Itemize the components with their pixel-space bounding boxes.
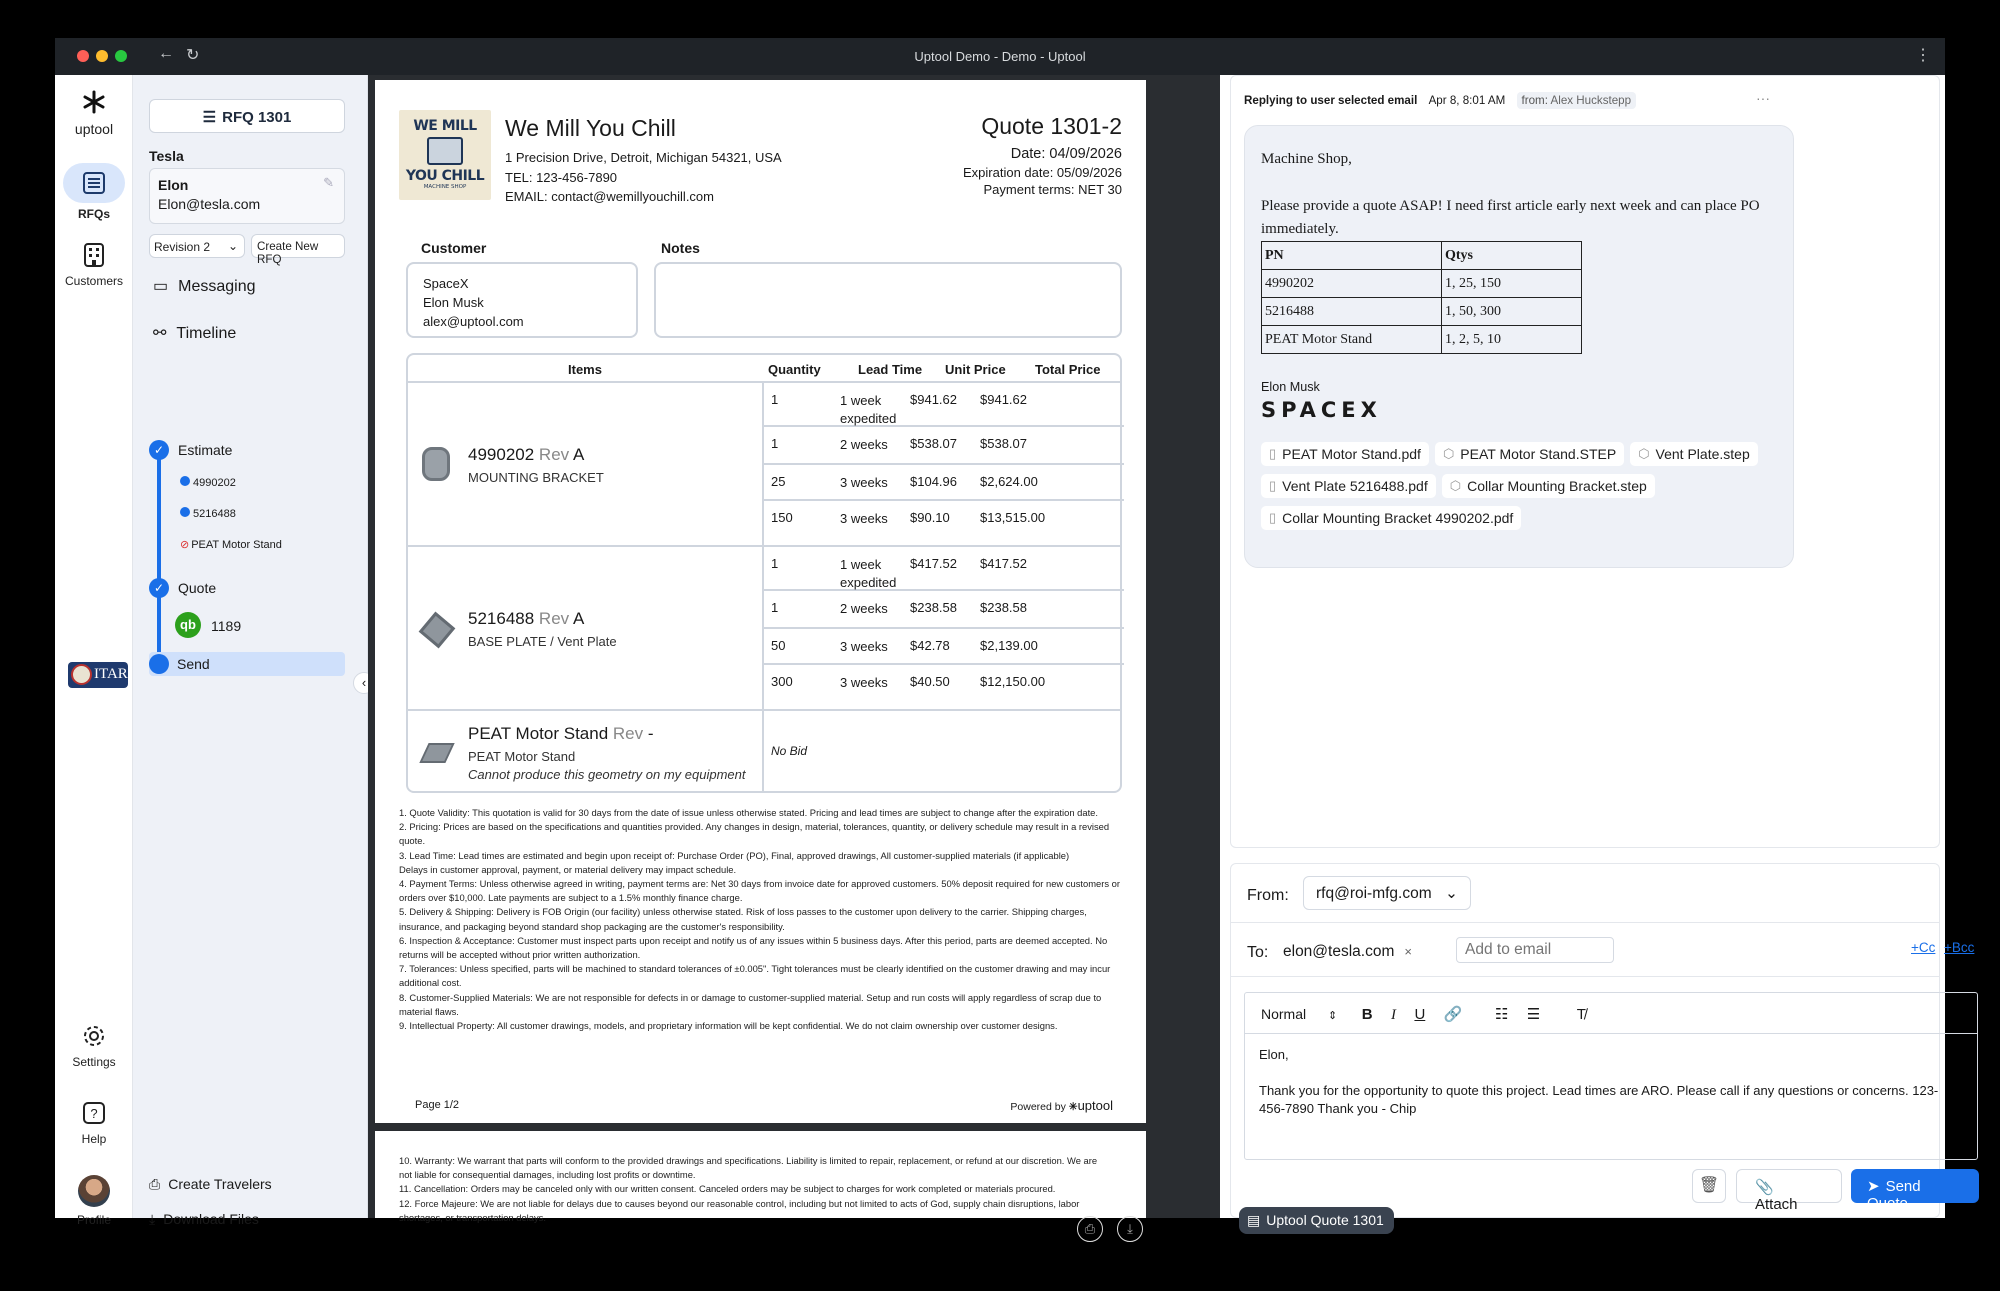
- attachment-chip[interactable]: [1261, 506, 1521, 530]
- quickbooks-icon: qb: [175, 612, 201, 638]
- bold-icon[interactable]: B: [1361, 1006, 1373, 1023]
- uptool-logo[interactable]: [55, 89, 133, 137]
- lead-time-cell: 3 weeks: [840, 675, 888, 690]
- quote-table: [406, 353, 1122, 793]
- cube-icon: ⬡: [1442, 446, 1455, 461]
- step-send-highlight[interactable]: [149, 652, 345, 676]
- trash-button[interactable]: [1692, 1169, 1726, 1203]
- quantity-cell: 50: [771, 638, 786, 653]
- svg-text:?: ?: [90, 1106, 98, 1121]
- terms-item: 6. Inspection & Acceptance: Customer must inspect parts upon receipt and notify us of any issues within 5 business days. After this period, parts are deemed accepted. No returns will be accepted without prior written authorization.: [399, 934, 1108, 961]
- paperclip-icon: 📎: [1755, 1179, 1774, 1196]
- company-name: We Mill You Chill: [505, 115, 676, 141]
- contact-name: Elon: [158, 177, 189, 193]
- clear-format-icon[interactable]: T̸: [1576, 1006, 1586, 1023]
- contact-card[interactable]: [149, 168, 345, 224]
- customer-name: Tesla: [149, 148, 184, 164]
- email-table-cell: 4990202: [1262, 270, 1442, 298]
- item-rev-value: A: [572, 609, 585, 628]
- part-label: 4990202: [193, 477, 236, 489]
- email-table-cell: PEAT Motor Stand: [1262, 326, 1442, 354]
- bcc-link[interactable]: +Bcc: [1944, 940, 1975, 955]
- quote-number: Quote 1301-2: [981, 113, 1122, 139]
- email-parts-table: [1261, 241, 1582, 354]
- notes-label: Notes: [661, 240, 700, 256]
- total-price-cell: $238.58: [980, 600, 1027, 615]
- logo-line1: WE MILL: [413, 118, 477, 134]
- item-rev-value: A: [572, 445, 585, 464]
- table-row: [764, 665, 1124, 709]
- chevron-down-icon: ⌄: [1445, 885, 1458, 902]
- rail-item-customers[interactable]: [55, 242, 133, 288]
- editor-toolbar: [1245, 993, 1977, 1034]
- cube-icon: ⬡: [1638, 446, 1650, 461]
- step-quote[interactable]: Quote: [178, 580, 217, 596]
- no-bid-label: No Bid: [771, 744, 808, 758]
- unit-price-cell: $104.96: [910, 474, 957, 489]
- terms-list-2: [399, 1154, 1099, 1225]
- table-row: [764, 547, 1124, 591]
- itar-label: ITAR: [94, 666, 128, 682]
- download-pdf-icon[interactable]: ⤓: [1117, 1216, 1143, 1242]
- lead-time-cell: 2 weeks: [840, 601, 888, 616]
- print-icon[interactable]: ⎙: [1077, 1216, 1103, 1242]
- recipient-chip[interactable]: [1283, 943, 1412, 961]
- underline-icon[interactable]: U: [1414, 1006, 1426, 1023]
- page-number: Page 1/2: [415, 1099, 460, 1111]
- terms-item: 4. Payment Terms: Unless otherwise agreed in writing, payment terms are: Net 30 days from invoice date for approved customers. 50% deposit required for new customers or orders over $10,000. Late payments are subject to a 1.5% monthly finance charge.: [399, 878, 1120, 904]
- send-quote-label: Send Quote: [1867, 1178, 1921, 1212]
- powered-label: Powered by: [1010, 1101, 1066, 1113]
- rail-label: Profile: [76, 1213, 111, 1227]
- item-title: [468, 609, 584, 629]
- email-attachments: [1261, 442, 1777, 538]
- recipient-email: elon@tesla.com: [1283, 943, 1395, 960]
- quantity-cell: 1: [771, 436, 779, 451]
- attachment-name: Vent Plate 5216488.pdf: [1282, 478, 1428, 494]
- from-label: From:: [1247, 887, 1289, 904]
- email-table-cell: 1, 50, 300: [1442, 298, 1582, 326]
- attachment-name: PEAT Motor Stand.STEP: [1460, 446, 1617, 462]
- item-title: [468, 445, 584, 465]
- no-bid-icon: ⊘: [180, 539, 190, 551]
- company-logo: [399, 110, 491, 200]
- uptool-logo-text: uptool: [74, 121, 114, 137]
- quote-meta: [963, 113, 1122, 197]
- total-price-cell: $941.62: [980, 392, 1027, 407]
- send-step-dot: [149, 654, 169, 674]
- customer-label: Customer: [421, 240, 487, 256]
- from-value: rfq@roi-mfg.com: [1316, 885, 1432, 902]
- to-label: To:: [1247, 944, 1269, 961]
- from-name: Alex Huckstepp: [1550, 94, 1632, 107]
- pdf-file-icon: ▤: [1247, 1212, 1261, 1228]
- email-panel: [1220, 75, 1975, 1228]
- quote-pdf-viewer: [368, 75, 1220, 1236]
- rail-item-rfqs[interactable]: [55, 163, 133, 221]
- part-thumbnail-bracket: [422, 447, 450, 481]
- building-icon: [81, 242, 107, 268]
- format-value: Normal: [1261, 1006, 1307, 1022]
- quote-check-icon: ✓: [149, 578, 169, 598]
- header-quantity: Quantity: [768, 362, 821, 377]
- email-table-row: [1262, 298, 1582, 326]
- download-files-button[interactable]: [149, 1211, 259, 1228]
- terms-item: 3. Lead Time: Lead times are estimated and begin upon receipt of: Purchase Order (PO), Final, approved drawings, All customer-supplied materials (if applicable): [399, 849, 1070, 861]
- item-rev: Rev: [538, 609, 570, 628]
- timeline-link[interactable]: [153, 323, 236, 343]
- messaging-label: Messaging: [178, 278, 256, 295]
- logo-line2: YOU CHILL: [405, 168, 485, 184]
- item-rev-value: -: [647, 724, 654, 743]
- email-body: [1244, 125, 1794, 568]
- add-email-input[interactable]: [1456, 937, 1614, 963]
- rail-label: Customers: [64, 274, 123, 288]
- attachment-chip-label: Uptool Quote 1301: [1266, 1212, 1384, 1228]
- rfq-button-label: RFQ 1301: [222, 109, 292, 126]
- rail-item-help[interactable]: [55, 1100, 133, 1146]
- attach-label: Attach: [1755, 1196, 1798, 1213]
- table-row: [764, 629, 1124, 665]
- attachment-chip[interactable]: [1630, 442, 1758, 466]
- header-lead-time: Lead Time: [858, 362, 923, 377]
- quantity-cell: 1: [771, 556, 779, 571]
- inbox-icon: ▭: [153, 278, 169, 295]
- signature-name: Elon Musk: [1261, 380, 1320, 394]
- email-table-header-cell: PN: [1262, 242, 1442, 270]
- email-thread: [1230, 75, 1940, 848]
- email-meta: [1244, 94, 1636, 107]
- rail-label: Settings: [72, 1055, 116, 1069]
- bullet-list-icon[interactable]: ☰: [1526, 1006, 1541, 1023]
- terms-item: 8. Customer-Supplied Materials: We are not responsible for defects in or damage to customer-supplied material. Setup and run costs will apply regardless of scrap due to material flaws.: [399, 991, 1102, 1017]
- quote-page-2: [375, 1131, 1146, 1236]
- cc-link[interactable]: +Cc: [1911, 940, 1936, 955]
- company-tel: TEL: 123-456-7890: [505, 169, 618, 185]
- more-vertical-icon[interactable]: ⋮: [1915, 47, 1931, 64]
- attachment-name: PEAT Motor Stand.pdf: [1282, 446, 1421, 462]
- compose-panel: [1230, 863, 1975, 1218]
- avatar: [78, 1175, 110, 1207]
- email-table-cell: 1, 2, 5, 10: [1442, 326, 1582, 354]
- part-label: PEAT Motor Stand: [191, 539, 282, 551]
- app-window: [55, 38, 1975, 1236]
- email-table-header: [1262, 242, 1582, 270]
- remove-icon[interactable]: ×: [1404, 944, 1412, 959]
- group-divider: [408, 709, 1120, 711]
- lead-time-cell: 3 weeks: [840, 639, 888, 654]
- from-pill: [1517, 92, 1637, 109]
- quantity-cell: 150: [771, 510, 793, 525]
- revision-value: Revision 2: [154, 240, 211, 254]
- attachment-chip[interactable]: [1435, 442, 1624, 466]
- terms-item: 11. Cancellation: Orders may be canceled only with our written consent. Canceled orders may be subject to charges for work completed or materials procured.: [399, 1183, 1056, 1195]
- rail-item-profile[interactable]: [55, 1175, 133, 1227]
- divider: [1231, 922, 1939, 923]
- table-row: [764, 427, 1124, 465]
- item-desc: PEAT Motor Stand: [468, 749, 576, 764]
- download-files-label: Download Files: [163, 1211, 259, 1227]
- email-table-row: [1262, 270, 1582, 298]
- unit-price-cell: $90.10: [910, 510, 950, 525]
- part-thumbnail-plate: [419, 612, 456, 649]
- seal-icon: [71, 664, 92, 685]
- logo-sub: MACHINE SHOP: [423, 184, 467, 190]
- terms-item: 5. Delivery & Shipping: Delivery is FOB Origin (our facility) unless otherwise stated. Risk of loss passes to the customer upon delivery to the carrier. Shipping charges, insurance, and packaging beyond standard shop packaging are the customer's responsibility.: [399, 906, 1087, 932]
- link-icon[interactable]: 🔗: [1443, 1006, 1463, 1023]
- lead-time-cell: 3 weeks: [840, 475, 888, 490]
- unit-price-cell: $238.58: [910, 600, 957, 615]
- customer-line: Elon Musk: [423, 295, 484, 310]
- customer-line: SpaceX: [423, 276, 469, 291]
- part-thumbnail-stand: [419, 743, 454, 763]
- table-header: [408, 355, 1120, 383]
- terms-item: Delays in customer approval, payment, or material delivery may impact schedule.: [399, 863, 737, 875]
- terms-item: 7. Tolerances: Unless specified, parts will be machined to standard tolerances of ±0.005". Tight tolerances must be clearly identified on the customer drawing and may incur additional cost.: [399, 963, 1111, 989]
- step-send: Send: [177, 656, 210, 672]
- email-table-cell: 5216488: [1262, 298, 1442, 326]
- terms-item: 2. Pricing: Prices are based on the specifications and quantities provided. Any changes in design, material, tolerances, quantity, or delivery schedule may result in a revised quote.: [399, 821, 1110, 847]
- help-icon: [81, 1100, 107, 1126]
- customer-box: [406, 262, 638, 338]
- item-pn: PEAT Motor Stand: [468, 724, 609, 743]
- list-icon: [81, 170, 107, 196]
- format-select[interactable]: [1261, 1006, 1337, 1022]
- lead-time-cell: 1 week expedited: [840, 393, 897, 426]
- attachment-chip[interactable]: [1442, 474, 1655, 498]
- quote-date: Date: 04/09/2026: [1010, 146, 1122, 162]
- attachment-chip[interactable]: [1261, 474, 1436, 498]
- email-greeting: Machine Shop,: [1261, 151, 1352, 167]
- quote-terms: Payment terms: NET 30: [983, 182, 1122, 197]
- updown-icon: ⇕: [1328, 1010, 1338, 1022]
- terms-item: 1. Quote Validity: This quotation is valid for 30 days from the date of issue unless otherwise stated. Pricing and lead times are subject to change after the expiration date.: [399, 807, 1099, 818]
- table-row: [764, 591, 1124, 629]
- lead-time-cell: 2 weeks: [840, 437, 888, 452]
- check-circle-icon: [180, 507, 190, 517]
- file-icon: ▯: [1269, 510, 1277, 525]
- total-price-cell: $417.52: [980, 556, 1027, 571]
- window-title: Uptool Demo - Demo - Uptool: [914, 49, 1086, 64]
- rail-item-settings[interactable]: [55, 1023, 133, 1069]
- gear-icon: [81, 1023, 107, 1049]
- timeline-label: Timeline: [176, 325, 237, 342]
- edit-pencil-icon[interactable]: ✎: [323, 175, 334, 190]
- list-tree-icon: ☰: [202, 109, 217, 126]
- unit-price-cell: $40.50: [910, 674, 950, 689]
- from-label: from:: [1521, 94, 1548, 107]
- rail-label: Help: [81, 1132, 107, 1146]
- quantity-cell: 25: [771, 474, 786, 489]
- email-text: Please provide a quote ASAP! I need first article early next week and can place PO immediately.: [1261, 198, 1760, 237]
- replying-label: Replying to user selected email: [1244, 94, 1418, 107]
- editor: [1244, 992, 1978, 1160]
- contact-email: Elon@tesla.com: [158, 196, 261, 212]
- table-row: [764, 465, 1124, 501]
- lead-time-cell: 3 weeks: [840, 511, 888, 526]
- unit-price-cell: $941.62: [910, 392, 957, 407]
- step-part-4990202[interactable]: [180, 476, 236, 489]
- itar-badge: [68, 662, 128, 688]
- reload-icon[interactable]: ↻: [186, 47, 200, 64]
- messaging-link[interactable]: [153, 276, 256, 296]
- rail-label: RFQs: [77, 207, 110, 221]
- download-icon: ⤓: [149, 1211, 156, 1227]
- collapse-sidebar-button[interactable]: ‹: [353, 672, 375, 694]
- check-circle-icon: [180, 476, 190, 486]
- email-date: Apr 8, 8:01 AM: [1428, 94, 1506, 107]
- quote-expiration: Expiration date: 05/09/2026: [962, 165, 1122, 180]
- item-desc: BASE PLATE / Vent Plate: [468, 634, 617, 649]
- chevron-down-icon: ⌄: [227, 239, 238, 253]
- part-label: 5216488: [193, 508, 236, 520]
- editor-body[interactable]: [1245, 1034, 1977, 1130]
- create-travelers-button[interactable]: [149, 1176, 272, 1193]
- quantity-cell: 300: [771, 674, 793, 689]
- company-address: 1 Precision Drive, Detroit, Michigan 54321, USA: [505, 150, 782, 165]
- step-part-peat[interactable]: [180, 538, 282, 551]
- customer-line: alex@uptool.com: [423, 314, 524, 329]
- from-select[interactable]: [1303, 876, 1471, 910]
- quote-page-1: [375, 80, 1146, 1123]
- attachment-name: Collar Mounting Bracket 4990202.pdf: [1282, 510, 1514, 526]
- italic-icon[interactable]: I: [1390, 1007, 1396, 1023]
- timeline-icon: ⚯: [153, 325, 167, 342]
- quantity-cell: 1: [771, 600, 779, 615]
- total-price-cell: $2,624.00: [980, 474, 1038, 489]
- ordered-list-icon[interactable]: ☷: [1494, 1006, 1509, 1023]
- email-table-header-cell: Qtys: [1442, 242, 1582, 270]
- lead-time-cell: 1 week expedited: [840, 557, 897, 590]
- terms-item: 10. Warranty: We warrant that parts will conform to the provided drawings and specifications. Liability is limited to repair, replacement, or refund at our discretion. We are not liable for consequential damages, including lost profits or downtime.: [399, 1155, 1098, 1181]
- header-total-price: Total Price: [1035, 362, 1101, 377]
- total-price-cell: $538.07: [980, 436, 1027, 451]
- spacex-logo: SPACEX: [1261, 398, 1382, 422]
- file-icon: ▯: [1269, 446, 1277, 461]
- unit-price-cell: $538.07: [910, 436, 957, 451]
- email-table-cell: 1, 25, 150: [1442, 270, 1582, 298]
- back-icon[interactable]: ←: [158, 45, 174, 62]
- header-unit-price: Unit Price: [945, 362, 1006, 377]
- divider: [1231, 976, 1939, 977]
- create-rfq-button[interactable]: Create New RFQ: [251, 234, 345, 258]
- send-icon: ➤: [1867, 1178, 1880, 1195]
- item-pn: 5216488: [468, 609, 535, 628]
- company-info: [505, 148, 782, 207]
- body-message: Thank you for the opportunity to quote this project. Lead times are ARO. Please call if any questions or concerns. 123-456-7890 Thank you - Chip: [1259, 1083, 1939, 1116]
- company-email: EMAIL: contact@wemillyouchill.com: [505, 189, 714, 204]
- powered-brand: uptool: [1077, 1098, 1113, 1113]
- uptool-mark-icon: ✳: [1068, 1101, 1078, 1113]
- notes-box: [654, 262, 1122, 338]
- total-price-cell: $13,515.00: [980, 510, 1046, 525]
- create-travelers-label: Create Travelers: [168, 1176, 272, 1192]
- nav-rail: [55, 75, 133, 1227]
- item-note: Cannot produce this geometry on my equipment: [468, 767, 746, 782]
- qb-number[interactable]: 1189: [211, 618, 242, 634]
- step-part-5216488[interactable]: [180, 507, 236, 520]
- file-icon: ▯: [1269, 478, 1277, 493]
- item-pn: 4990202: [468, 445, 535, 464]
- revision-select[interactable]: [149, 234, 245, 258]
- cube-icon: ⬡: [1449, 478, 1462, 493]
- terms-item: 12. Force Majeure: We are not liable for delays due to causes beyond our reasonable control, including but not limited to acts of God, supply chain disruptions, labor shortages, or transportation delays.: [399, 1197, 1080, 1223]
- item-rev: Rev: [612, 724, 644, 743]
- machinist-illustration: [427, 137, 463, 165]
- step-estimate[interactable]: Estimate: [178, 442, 233, 458]
- terms-list: [399, 806, 1123, 1033]
- uptool-logo-icon: [81, 89, 107, 115]
- item-rev: Rev: [538, 445, 570, 464]
- total-price-cell: $12,150.00: [980, 674, 1046, 689]
- item-desc: MOUNTING BRACKET: [468, 470, 604, 485]
- title-bar: [55, 38, 1945, 75]
- quote-attachment-chip[interactable]: [1239, 1207, 1394, 1234]
- table-row: [764, 383, 1124, 427]
- printer-icon: ⎙: [149, 1176, 161, 1192]
- rfq-button[interactable]: [149, 99, 345, 133]
- body-greeting: Elon,: [1259, 1047, 1289, 1062]
- attach-button[interactable]: [1736, 1169, 1842, 1213]
- more-options-button[interactable]: ···: [1756, 90, 1770, 106]
- attachment-chip[interactable]: [1261, 442, 1429, 466]
- powered-by: [1010, 1098, 1113, 1113]
- attachment-name: Collar Mounting Bracket.step: [1467, 478, 1647, 494]
- rfq-sidebar: [133, 75, 368, 1227]
- progress-line: [157, 452, 161, 652]
- item-title: [468, 724, 654, 744]
- terms-item: 9. Intellectual Property: All customer drawings, models, and proprietary information will be kept confidential. We do not claim ownership over customer designs.: [399, 1020, 1058, 1032]
- unit-price-cell: $417.52: [910, 556, 957, 571]
- unit-price-cell: $42.78: [910, 638, 950, 653]
- total-price-cell: $2,139.00: [980, 638, 1038, 653]
- estimate-check-icon: ✓: [149, 440, 169, 460]
- trash-icon: 🗑: [1698, 1177, 1720, 1194]
- table-row: [764, 501, 1124, 545]
- send-quote-button[interactable]: [1851, 1169, 1979, 1212]
- email-table-row: [1262, 326, 1582, 354]
- quantity-cell: 1: [771, 392, 779, 407]
- header-items: Items: [568, 362, 602, 377]
- attachment-name: Vent Plate.step: [1655, 446, 1750, 462]
